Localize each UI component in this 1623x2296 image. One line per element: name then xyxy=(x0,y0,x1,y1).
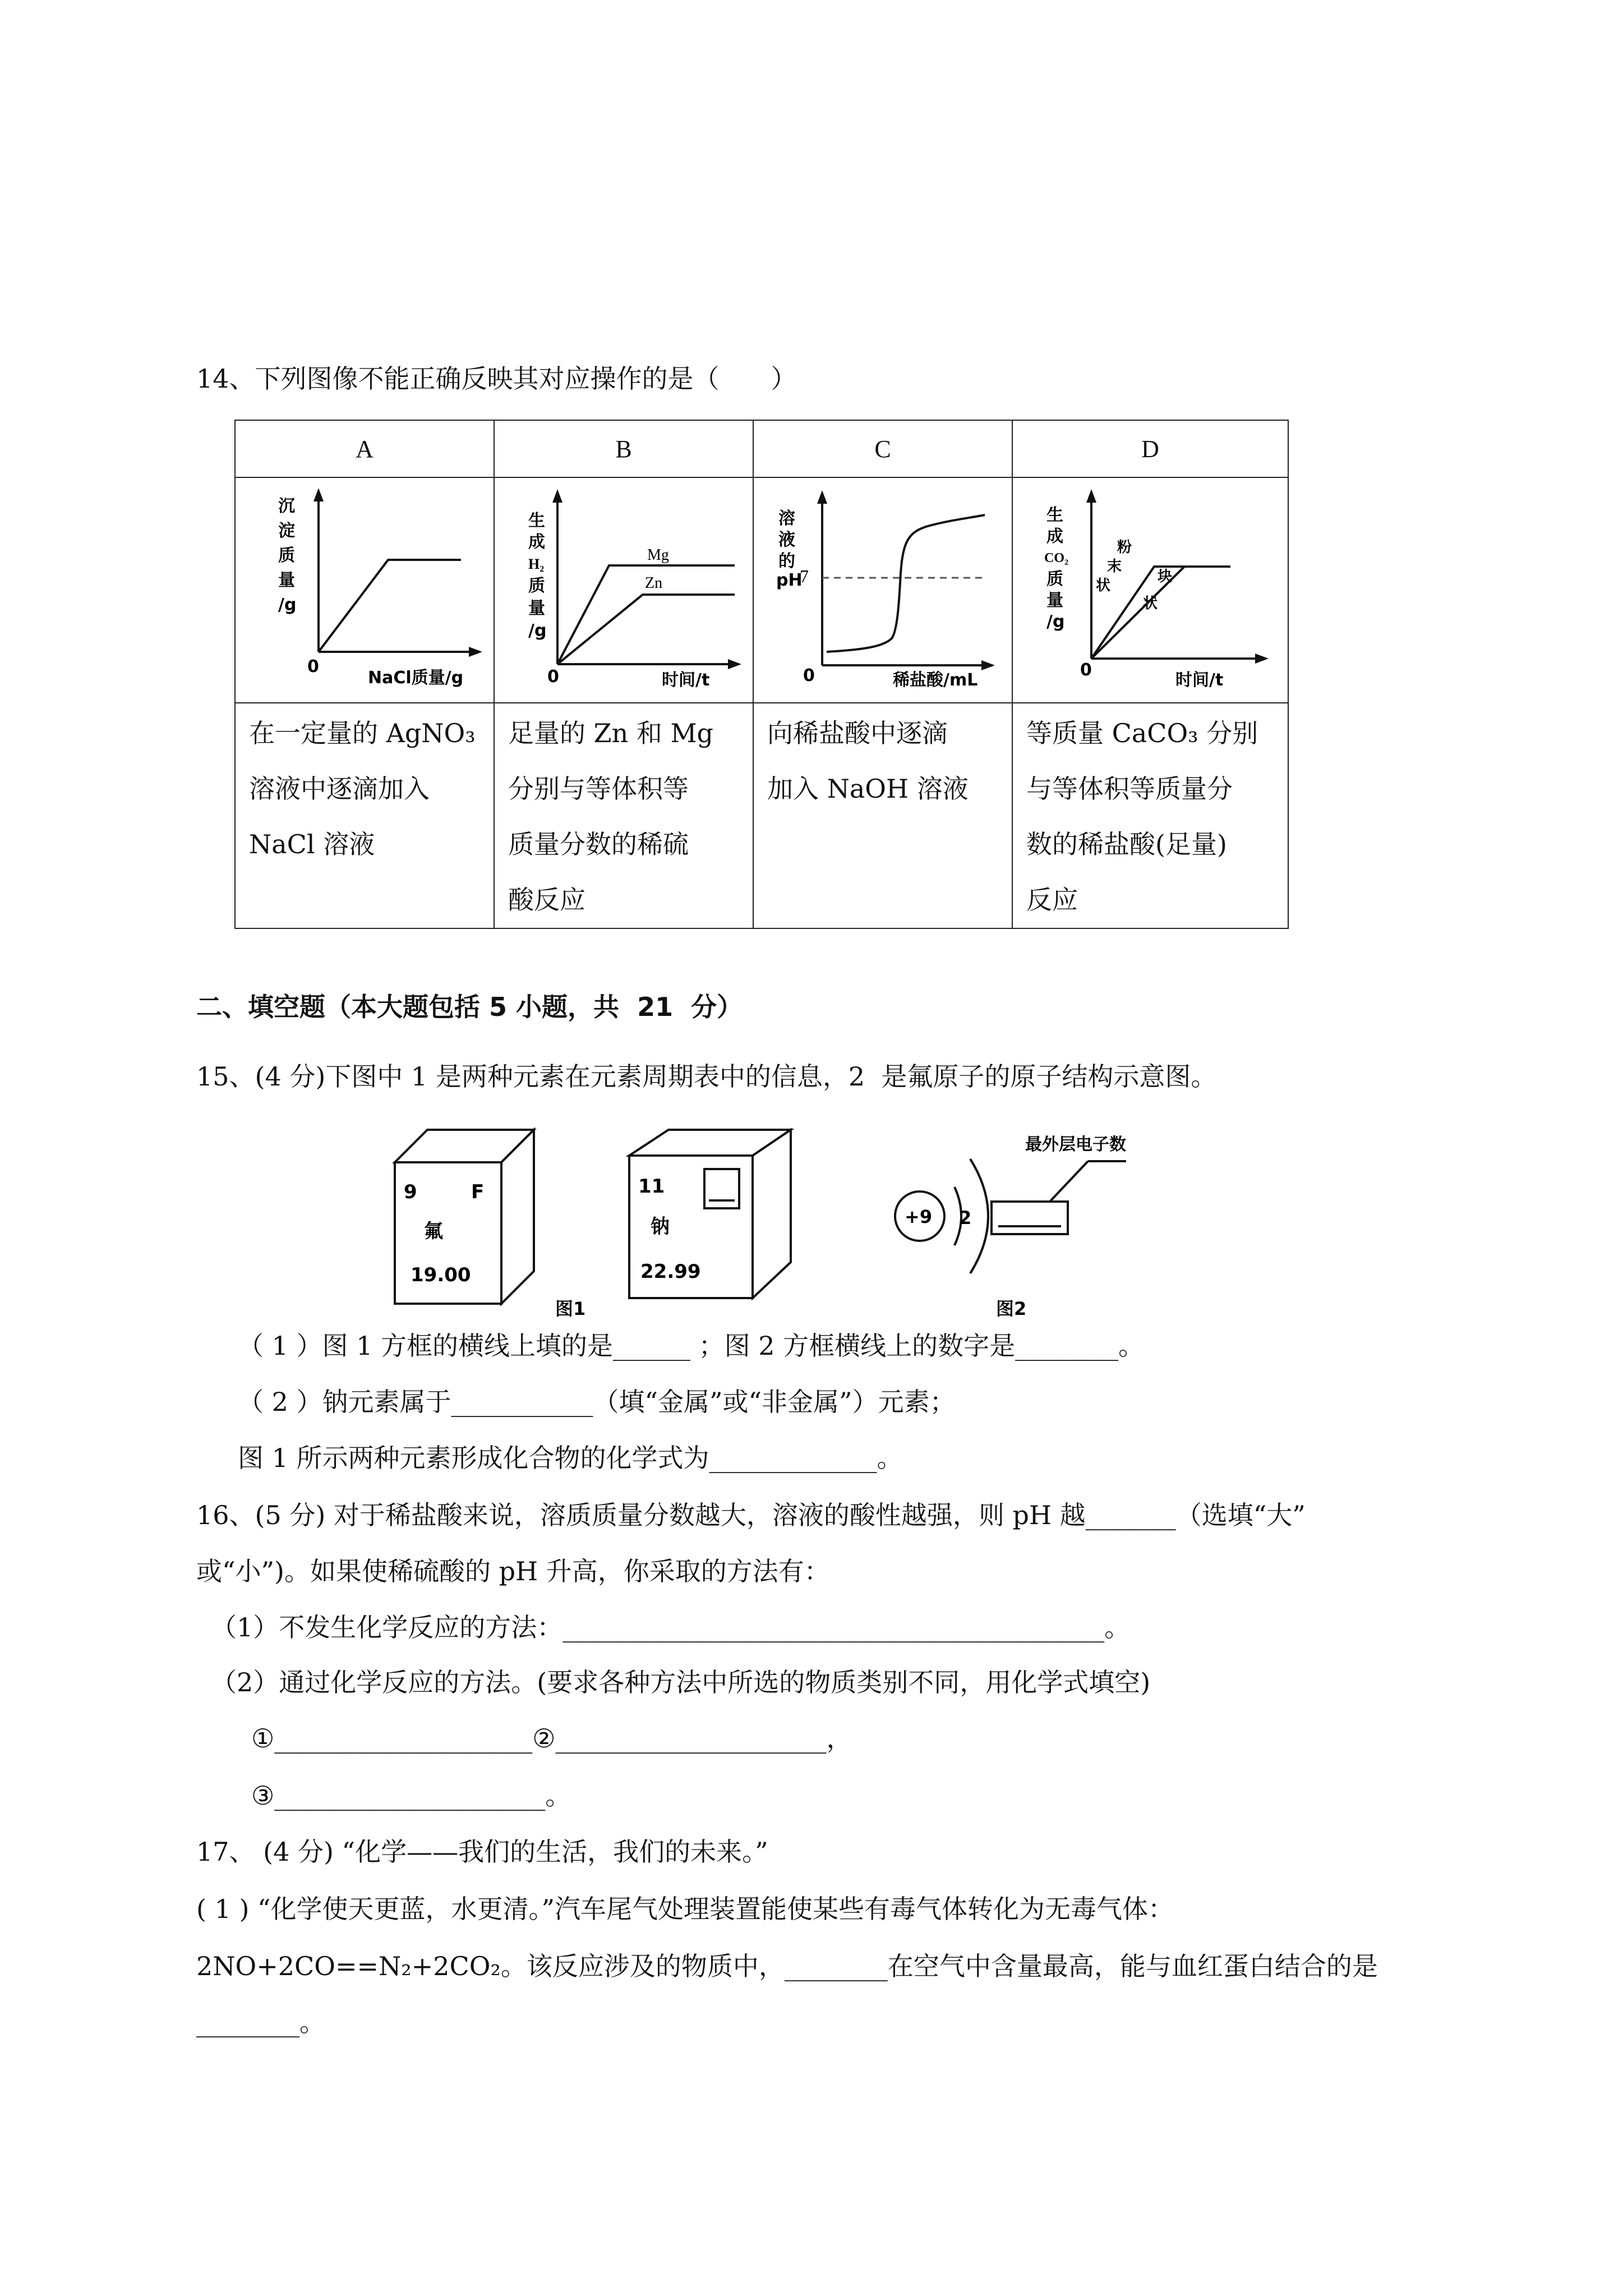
cube2-symbol-box xyxy=(704,1169,739,1208)
desc-c xyxy=(753,703,1012,928)
q14-table xyxy=(234,420,1289,929)
desc-d-line: 与等体积等质量分 xyxy=(1026,774,1233,804)
desc-b-line: 质量分数的稀硫 xyxy=(508,829,689,859)
graph-d-ylabel-2: CO₂ xyxy=(1044,551,1069,565)
desc-c-line: 加入 NaOH 溶液 xyxy=(767,774,969,804)
fig2-caption: 图2 xyxy=(996,1298,1027,1319)
q15-part1: （ 1 ）图 1 方框的横线上填的是______ ；图 2 方框横线上的数字是________。 xyxy=(238,1331,1145,1361)
graph-a-cell xyxy=(235,477,494,703)
q14-header-row xyxy=(235,420,1288,477)
graph-a-ylabel-0: 沉 xyxy=(278,496,295,516)
graph-a-ylabel-4: /g xyxy=(278,595,297,615)
graph-c-cell xyxy=(753,477,1012,703)
atom-outer-electron-box xyxy=(992,1202,1068,1234)
q15-part2-formula: 图 1 所示两种元素形成化合物的化学式为_____________。 xyxy=(238,1443,903,1473)
q15-figures xyxy=(387,1122,1127,1324)
graph-b-ylabel-3: 质 xyxy=(528,576,545,596)
graph-d-powder-0: 粉 xyxy=(1117,539,1132,556)
cube1-mass: 19.00 xyxy=(411,1264,471,1286)
graph-b-origin: 0 xyxy=(547,667,559,687)
q16-line1: 16、(5 分) 对于稀盐酸来说，溶质质量分数越大，溶液的酸性越强，则 pH 越_______（选填“大” xyxy=(196,1500,1306,1530)
graph-c-ylabel-2: 的 xyxy=(778,551,795,571)
desc-d-line: 数的稀盐酸(足量) xyxy=(1026,829,1227,859)
cube1-name: 氟 xyxy=(424,1220,443,1243)
cube1-symbol: F xyxy=(471,1181,485,1203)
q17-part1-equation: 2NO+2CO==N₂+2CO₂。该反应涉及的物质中，________在空气中含量最高，能与血红蛋白结合的是 xyxy=(196,1951,1378,1981)
element-card-sodium xyxy=(629,1130,791,1298)
graph-c-ylabel-3: pH xyxy=(776,570,803,590)
q17-stem: 17、 (4 分) “化学——我们的生活，我们的未来。” xyxy=(196,1837,768,1867)
graph-b-xlabel: 时间/t xyxy=(662,670,710,690)
graph-a-x-arrow xyxy=(469,647,482,657)
graph-b-zn-line xyxy=(557,595,735,664)
graph-a-origin: 0 xyxy=(307,657,319,677)
cube2-mass: 22.99 xyxy=(640,1260,701,1283)
graph-c-y-arrow xyxy=(817,490,827,504)
graph-d-ylabel-0: 生 xyxy=(1046,505,1063,525)
callout-label: 最外层电子数 xyxy=(1025,1135,1126,1154)
q17-part1-blank: ________。 xyxy=(196,2007,325,2037)
graph-b-zn-label: Zn xyxy=(645,574,663,592)
desc-a-line: NaCl 溶液 xyxy=(249,829,375,859)
q14-stem: 14、下列图像不能正确反映其对应操作的是（ ） xyxy=(196,364,797,394)
q16-method2: （2）通过化学反应的方法。(要求各种方法中所选的物质类别不同，用化学式填空) xyxy=(211,1667,1151,1697)
desc-a-line: 在一定量的 AgNO₃ xyxy=(249,718,476,748)
graph-d-ylabel-1: 成 xyxy=(1046,527,1063,546)
graph-b-ylabel-5: /g xyxy=(528,621,547,641)
graph-b-ylabel-2: H₂ xyxy=(528,556,545,572)
graph-c-x-arrow xyxy=(981,660,995,670)
cube2-name: 钠 xyxy=(651,1216,670,1238)
desc-d-line: 反应 xyxy=(1026,885,1078,915)
desc-c-line: 向稀盐酸中逐滴 xyxy=(767,718,948,748)
desc-b-line: 分别与等体积等 xyxy=(508,774,689,804)
graph-d-lump-1: 状 xyxy=(1143,595,1158,612)
atom-shell-2 xyxy=(970,1159,988,1273)
graph-d-powder-1: 末 xyxy=(1107,558,1122,575)
graph-a-ylabel-2: 质 xyxy=(278,546,295,565)
graph-a-ylabel-1: 淀 xyxy=(278,521,295,541)
graph-d-ylabel-3: 质 xyxy=(1046,569,1063,589)
graph-d-origin: 0 xyxy=(1080,660,1092,680)
graph-d-xlabel: 时间/t xyxy=(1175,670,1224,690)
cube1-side-face xyxy=(501,1130,534,1304)
graph-c-ylabel-0: 溶 xyxy=(778,509,795,528)
q15-part2: （ 2 ）钠元素属于___________（填“金属”或“非金属”）元素； xyxy=(238,1387,956,1417)
atom-shell-1-electrons: 2 xyxy=(959,1207,972,1228)
desc-a-line: 溶液中逐滴加入 xyxy=(249,774,430,804)
graph-b-y-arrow xyxy=(552,489,562,503)
atom-nucleus-charge: +9 xyxy=(905,1206,933,1227)
graph-d-cell xyxy=(1012,477,1288,703)
graph-c-tick-7: 7 xyxy=(800,566,809,586)
callout-leader xyxy=(1050,1161,1088,1202)
graph-d-powder-2: 状 xyxy=(1096,577,1111,594)
graph-d-ylabel-4: 量 xyxy=(1046,591,1063,610)
cube2-number: 11 xyxy=(638,1175,665,1198)
graph-c-xlabel: 稀盐酸/mL xyxy=(893,670,978,690)
graph-b-ylabel-1: 成 xyxy=(528,532,545,552)
graph-b-x-arrow xyxy=(728,659,741,669)
desc-b-line: 酸反应 xyxy=(508,885,585,915)
desc-b-line: 足量的 Zn 和 Mg xyxy=(508,718,714,748)
q14-desc-row xyxy=(235,703,1288,928)
graph-b-mg-label: Mg xyxy=(647,546,669,564)
graph-a-ylabel-3: 量 xyxy=(278,570,295,590)
desc-d xyxy=(1012,703,1288,928)
graph-d-lump-0: 块 xyxy=(1158,568,1173,585)
graph-a-xlabel: NaCl质量/g xyxy=(368,668,464,688)
graph-b xyxy=(495,478,753,702)
graph-a xyxy=(236,478,494,702)
header-b: B xyxy=(494,420,753,477)
graph-c-origin: 0 xyxy=(803,666,815,685)
section-heading: 二、填空题（本大题包括 5 小题，共 21 分） xyxy=(196,992,743,1022)
header-a: A xyxy=(235,420,494,477)
element-card-fluorine xyxy=(395,1130,534,1304)
header-c: C xyxy=(753,420,1012,477)
header-d: D xyxy=(1012,420,1288,477)
graph-c-ylabel-1: 液 xyxy=(778,530,795,550)
graph-c-curve xyxy=(827,515,985,652)
graph-d-y-arrow xyxy=(1086,489,1096,503)
graph-a-y-arrow xyxy=(313,488,324,501)
cube2-side-face xyxy=(753,1130,791,1298)
graph-d-x-arrow xyxy=(1255,654,1269,664)
graph-d-ylabel-5: /g xyxy=(1046,612,1065,632)
desc-d-line: 等质量 CaCO₃ 分别 xyxy=(1026,718,1258,748)
cube1-number: 9 xyxy=(404,1181,417,1203)
q16-answers-1-2: ①____________________②_____________________， xyxy=(251,1723,852,1754)
graph-d xyxy=(1013,478,1288,702)
graph-b-ylabel-4: 量 xyxy=(528,599,545,618)
q17-part1: ( 1 ) “化学使天更蓝，水更清。”汽车尾气处理装置能使某些有毒气体转化为无毒气体： xyxy=(196,1894,1174,1924)
fig1-caption: 图1 xyxy=(555,1298,586,1319)
graph-b-ylabel-0: 生 xyxy=(528,511,545,531)
desc-b xyxy=(494,703,753,928)
graph-c xyxy=(754,478,1012,702)
q16-line2: 或“小”)。如果使稀硫酸的 pH 升高，你采取的方法有： xyxy=(196,1556,830,1586)
desc-a xyxy=(235,703,494,928)
q14-graph-row xyxy=(235,477,1288,703)
graph-b-cell xyxy=(494,477,753,703)
q15-stem: 15、(4 分)下图中 1 是两种元素在元素周期表中的信息，2 是氟原子的原子结构示意图。 xyxy=(196,1061,1217,1092)
fluorine-atom-diagram xyxy=(895,1135,1126,1273)
q16-method1: （1）不发生化学反应的方法：__________________________________________。 xyxy=(211,1612,1131,1642)
graph-a-curve xyxy=(319,560,461,652)
q16-answer-3: ③_____________________。 xyxy=(251,1780,571,1811)
